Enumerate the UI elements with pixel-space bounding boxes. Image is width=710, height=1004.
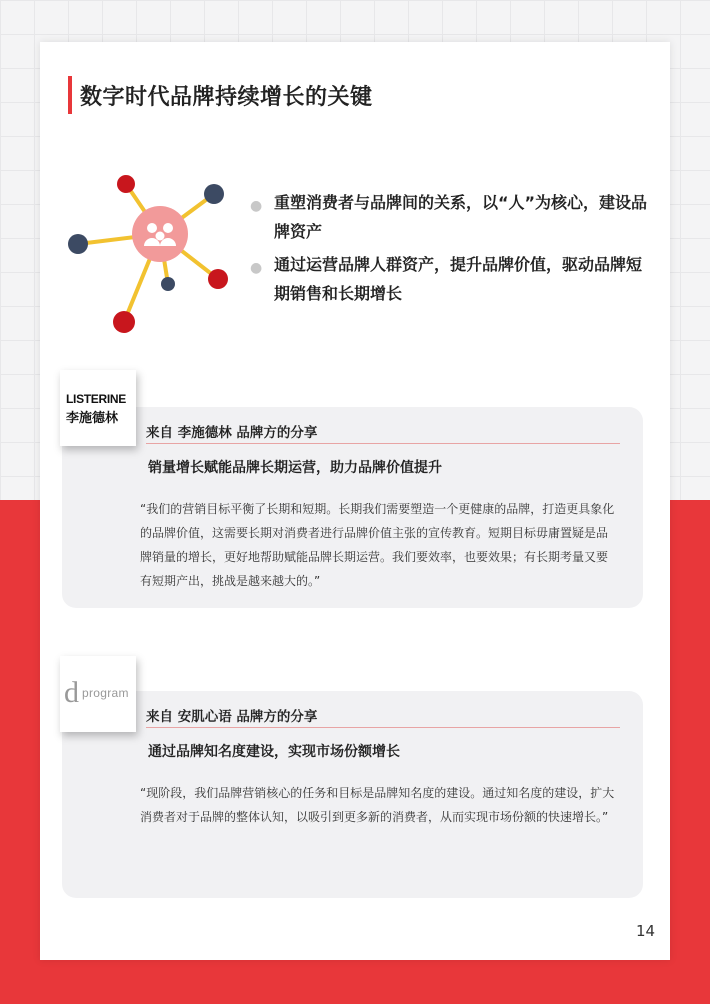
listerine-logo — [60, 370, 136, 446]
card-quote: “我们的营销目标平衡了长期和短期。长期我们需要塑造一个更健康的品牌，打造更具象化的品牌价值，这需要长期对消费者进行品牌价值主张的宣传教育。短期目标毋庸置疑是品牌销量的增长，更好地帮助赋能品牌长期运营。我们要效率，也要效果；有长期考量又要有短期产出，挑战是越来越大的。” — [140, 502, 615, 588]
dprogram-logo — [60, 656, 136, 732]
list-item — [246, 250, 652, 308]
people-network-icon — [64, 172, 244, 334]
page-number: 14 — [636, 922, 656, 940]
page-title: 数字时代品牌持续增长的关键 — [80, 85, 373, 110]
logo-text-cn: 李施德林 — [66, 411, 119, 426]
list-item — [246, 188, 652, 246]
key-points-list — [246, 188, 652, 312]
logo-text-en: program — [82, 686, 129, 700]
brand-quote-card-listerine — [62, 407, 643, 608]
card-subheading: 通过品牌知名度建设，实现市场份额增长 — [148, 744, 400, 760]
logo-letter: d — [64, 676, 79, 709]
bullet-dot-icon: ● — [250, 260, 263, 276]
bullet-text: 重塑消费者与品牌间的关系，以“人”为核心，建设品牌资产 — [274, 193, 648, 241]
logo-text-en: LISTERINE — [66, 392, 126, 406]
brand-quote-card-dprogram — [62, 691, 643, 898]
card-quote: “现阶段，我们品牌营销核心的任务和目标是品牌知名度的建设。通过知名度的建设，扩大消费者对于品牌的整体认知，以吸引到更多新的消费者，从而实现市场份额的快速增长。” — [140, 786, 615, 824]
card-heading: 来自 李施德林 品牌方的分享 — [146, 421, 620, 444]
title-accent-bar — [68, 76, 72, 114]
bullet-dot-icon: ● — [250, 198, 263, 214]
card-heading: 来自 安肌心语 品牌方的分享 — [146, 705, 620, 728]
bullet-text: 通过运营品牌人群资产，提升品牌价值，驱动品牌短期销售和长期增长 — [274, 255, 643, 303]
document-page — [40, 42, 670, 960]
card-subheading: 销量增长赋能品牌长期运营，助力品牌价值提升 — [148, 460, 442, 476]
